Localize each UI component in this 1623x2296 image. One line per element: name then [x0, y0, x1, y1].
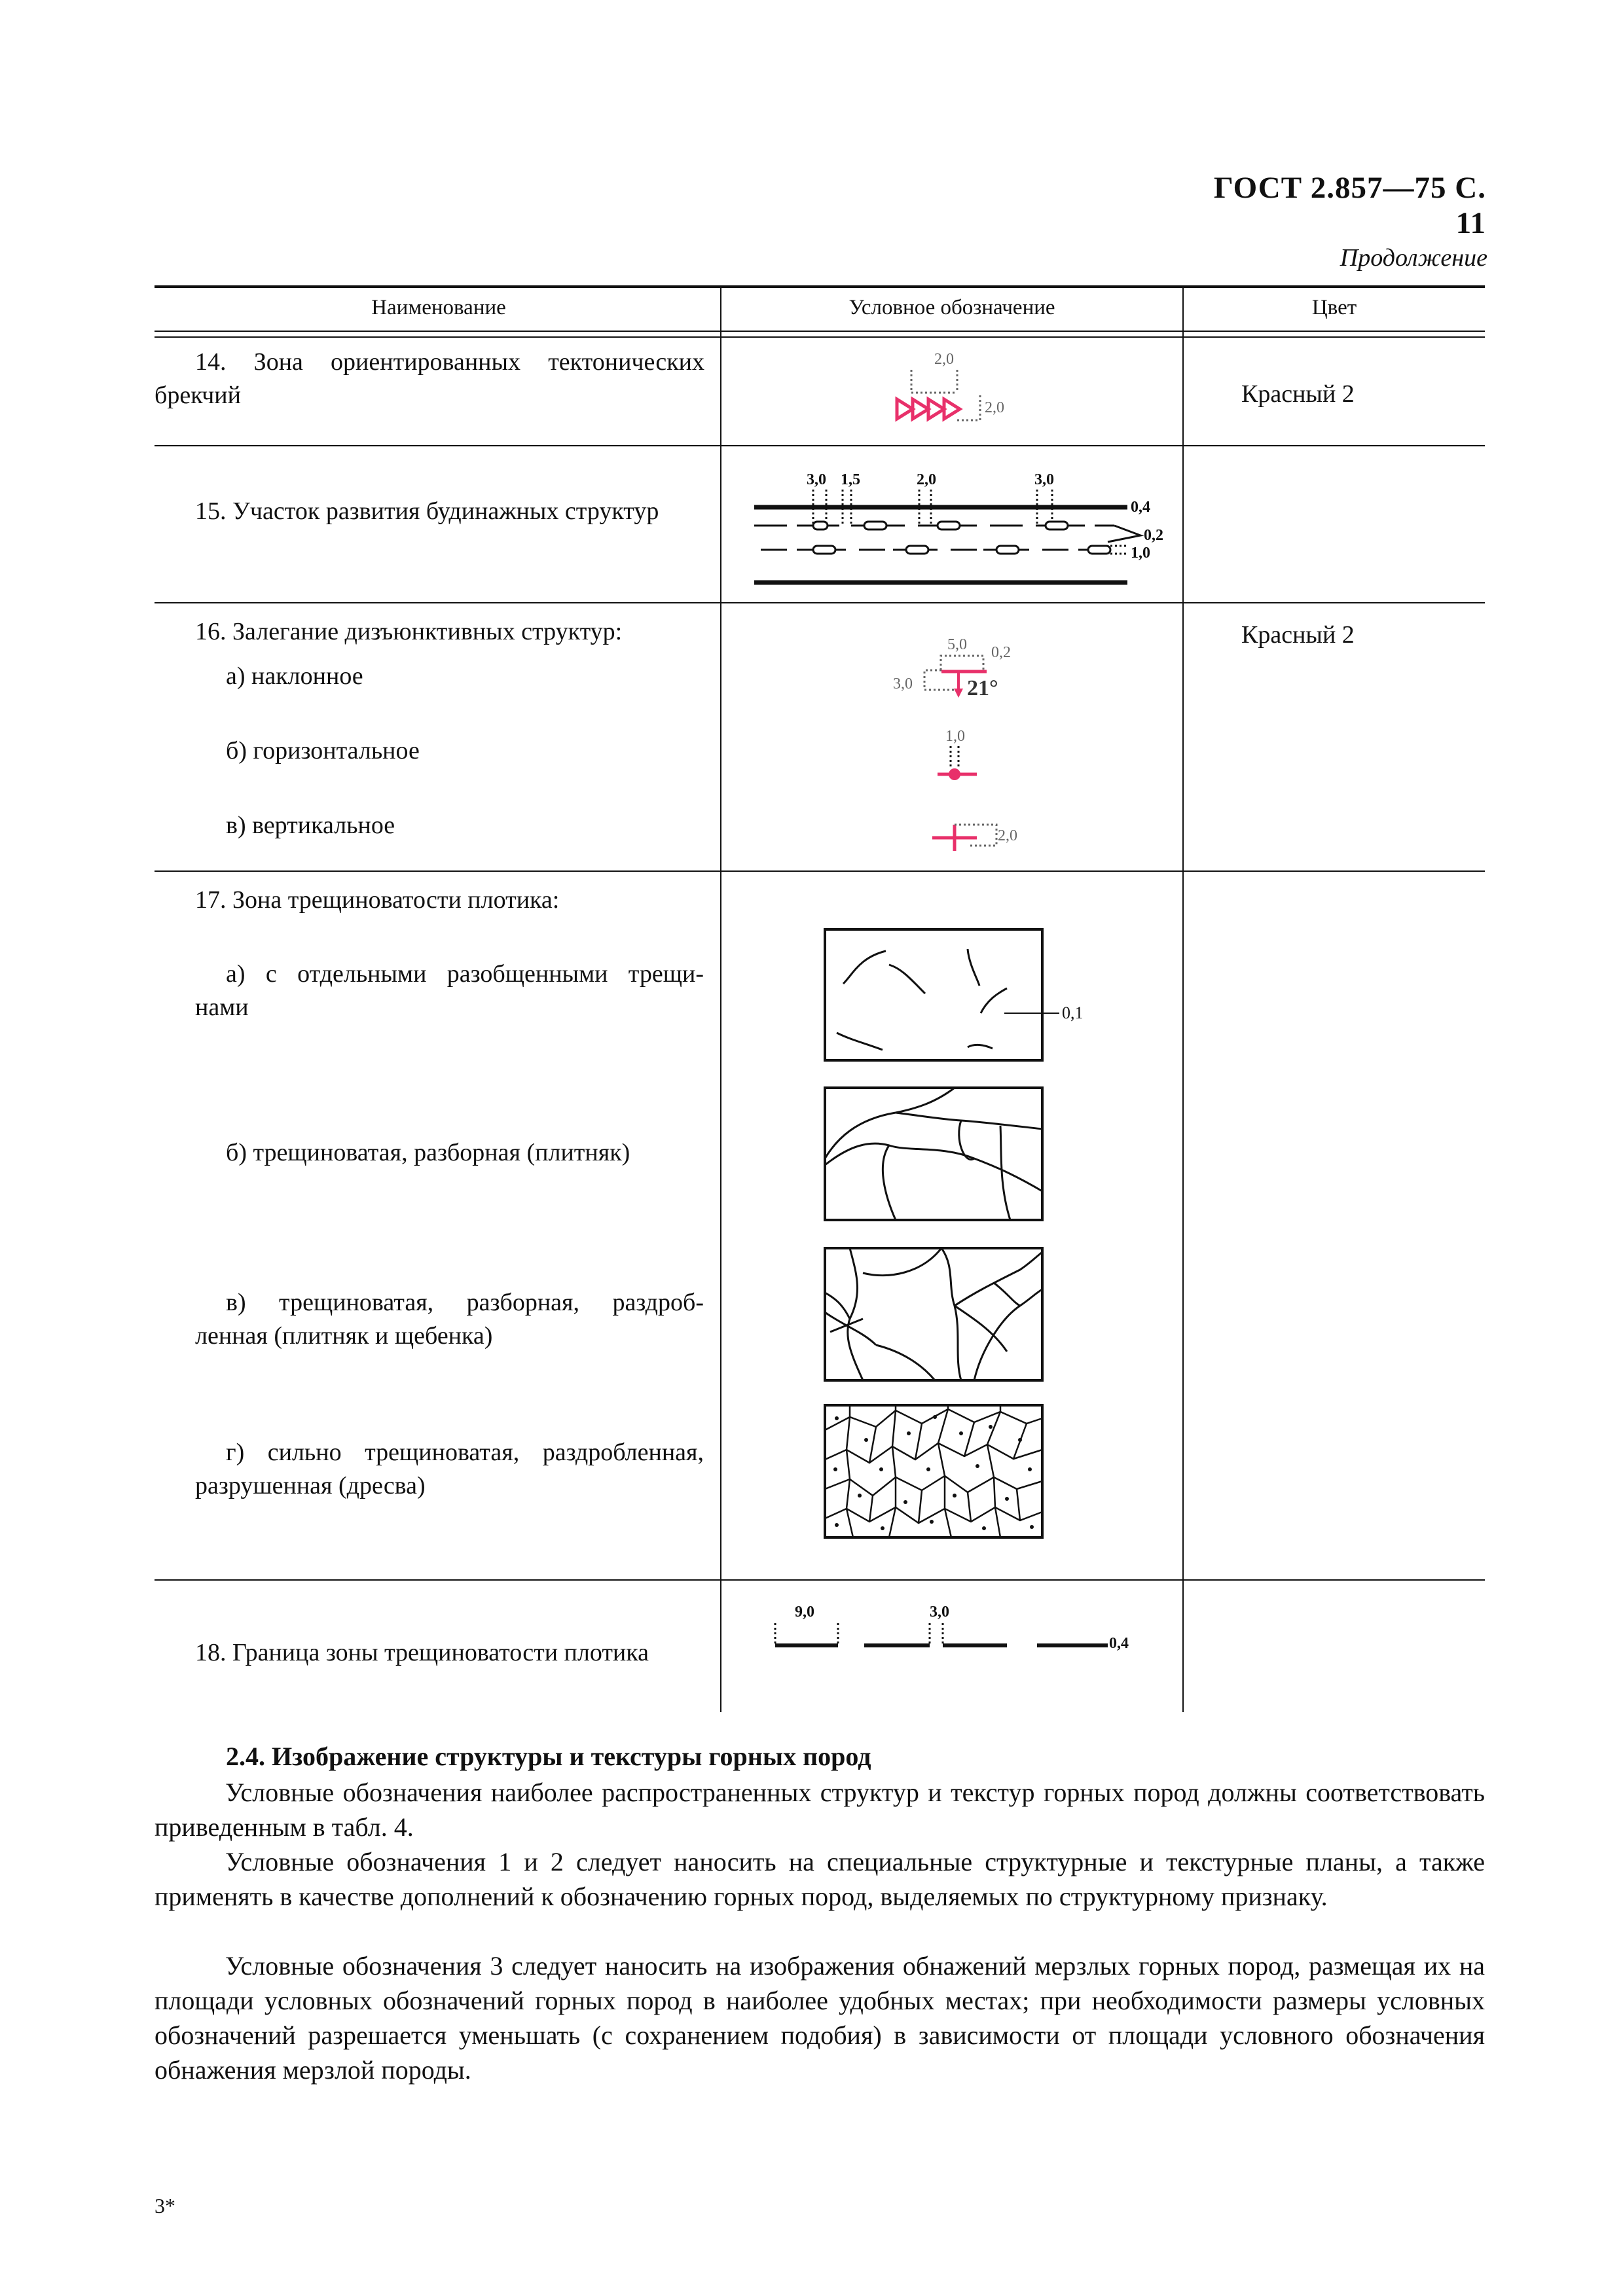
row-15-symbol	[721, 458, 1182, 602]
row-16-name: 16. Залегание дизъюнктивных структур:	[195, 618, 623, 645]
row-14-color: Красный 2	[1241, 380, 1355, 408]
row-18-symbol	[721, 1590, 1182, 1662]
fracture-pattern-b	[824, 1086, 1046, 1224]
continuation-label: Продолжение	[1340, 244, 1487, 272]
breccia-triangles	[897, 399, 960, 419]
dim-d2: 1,5	[841, 471, 860, 488]
column-divider	[1182, 285, 1184, 1712]
dim-d2: 3,0	[930, 1604, 949, 1621]
row-divider	[155, 445, 1485, 446]
dim-a-w: 0,2	[991, 644, 1011, 661]
dim-w3: 1,0	[1131, 545, 1150, 562]
dim-w: 0,4	[1109, 1635, 1129, 1652]
page-header: ГОСТ 2.857—75 С. 11	[1213, 171, 1486, 240]
paragraph-2-text: Условные обозначения 1 и 2 следует наносить на специальные структурные и текстурные планы, а также применять в качестве дополнений к обозначению горных пород, выделяемых по структурному признаку.	[155, 1847, 1485, 1911]
column-header-name: Наименование	[371, 296, 506, 319]
row-16-c: в) вертикальное	[226, 812, 395, 839]
column-header-symbol: Условное обозначение	[848, 296, 1055, 319]
row-16-color: Красный 2	[1241, 621, 1355, 649]
row-divider	[155, 602, 1485, 603]
section-title: 2.4. Изображение структуры и текстуры горных пород	[226, 1742, 871, 1771]
row-17-d-line1: г) сильно трещиноватая, раздробленная,	[226, 1439, 704, 1466]
paragraph-2	[155, 1844, 1485, 1914]
fracture-pattern-a	[824, 928, 1164, 1066]
paragraph-3-text: Условные обозначения 3 следует наносить на изображения обнажений мерзлых горных пород, размещая их на площади условных обозначений горных пород в наиболее удобных местах; при необходимости размеры условных обозначений разрешается уменьшать (с сохранением подобия) в зависимости от площади условного обозначения обнажения мерзлой породы.	[155, 1951, 1485, 2085]
fracture-pattern-d	[824, 1404, 1046, 1541]
table-header-rule	[155, 331, 1485, 332]
dim-c-len: 2,0	[998, 827, 1017, 844]
dim-w1: 0,4	[1131, 499, 1150, 516]
row-17-name: 17. Зона трещиноватости плотика:	[195, 886, 560, 914]
row-17-a-line2: нами	[195, 994, 249, 1021]
column-header-color: Цвет	[1311, 296, 1357, 319]
row-16-symbols	[721, 609, 1182, 870]
dim-top: 2,0	[934, 351, 954, 368]
row-17-b: б) трещиноватая, разборная (плитняк)	[226, 1139, 630, 1166]
row-17-d-line2: разрушенная (дресва)	[195, 1472, 426, 1499]
dim-d1: 3,0	[807, 471, 826, 488]
row-14-symbol	[721, 340, 1182, 444]
row-divider	[155, 870, 1485, 872]
dim-b-len: 1,0	[945, 728, 965, 745]
dim-a-angle: 21°	[967, 676, 998, 700]
dim-w: 0,1	[1062, 1003, 1084, 1022]
row-15-name: 15. Участок развития будинажных структур	[195, 497, 659, 525]
row-14-name: 14. Зона ориентированных тектонических брекчий	[155, 348, 704, 409]
row-17-a-line1: а) с отдельными разобщенными трещи-	[226, 960, 704, 988]
dim-right: 2,0	[985, 399, 1004, 416]
dim-w2: 0,2	[1144, 527, 1163, 544]
row-17-c-line1: в) трещиноватая, разборная, раздроб-	[226, 1289, 704, 1316]
dim-a-len: 5,0	[947, 636, 967, 653]
dim-d1: 9,0	[795, 1604, 814, 1621]
table-top-rule	[155, 285, 1485, 288]
row-16-a: а) наклонное	[226, 662, 363, 690]
table-header-rule-2	[155, 336, 1485, 338]
paragraph-3	[155, 1948, 1485, 2087]
paragraph-1	[155, 1775, 1485, 1844]
row-16-b: б) горизонтальное	[226, 737, 420, 764]
page-mark: 3*	[155, 2194, 175, 2217]
paragraph-1-text: Условные обозначения наиболее распространенных структур и текстур горных пород должны соответствовать приведенным в табл. 4.	[155, 1778, 1485, 1842]
dim-d3: 2,0	[917, 471, 936, 488]
fracture-pattern-c	[824, 1247, 1046, 1384]
row-17-c-line2: ленная (плитняк и щебенка)	[195, 1322, 493, 1350]
row-divider	[155, 1579, 1485, 1581]
row-18-name: 18. Граница зоны трещиноватости плотика	[195, 1639, 649, 1666]
dim-a-left: 3,0	[893, 675, 913, 692]
dim-d4: 3,0	[1034, 471, 1054, 488]
